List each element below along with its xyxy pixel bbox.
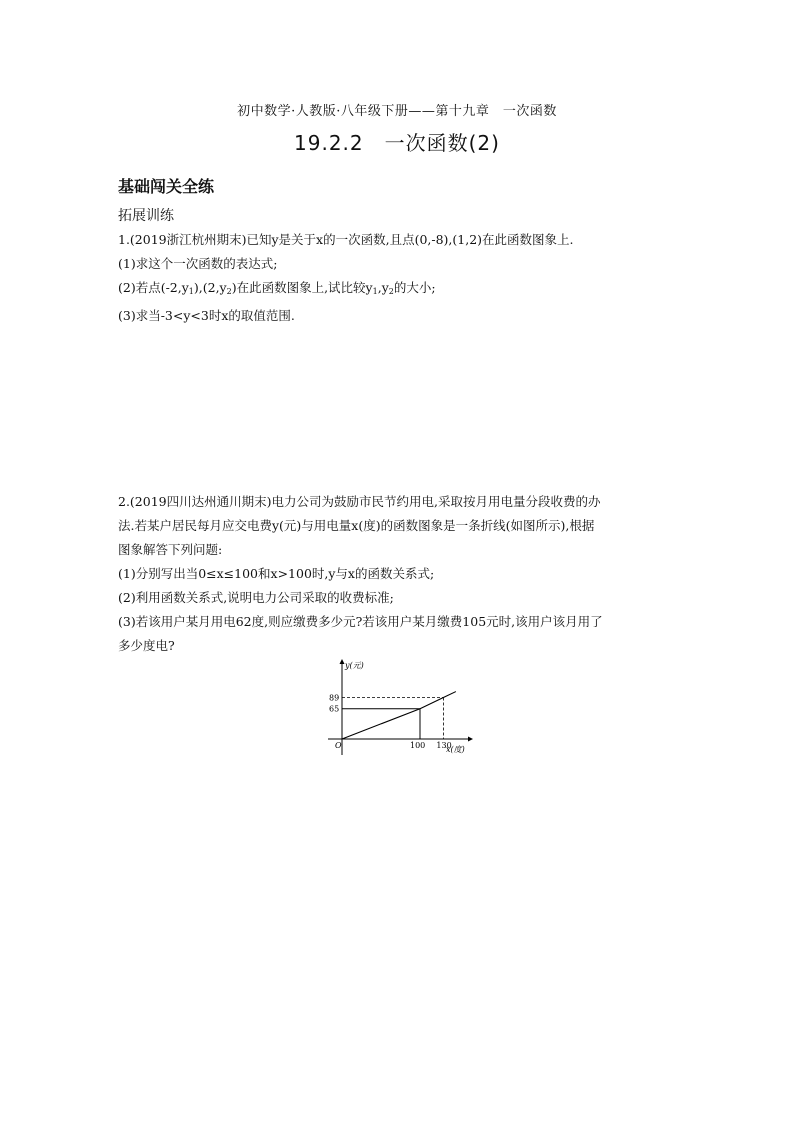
q2-line-2: 法.若某户居民每月应交电费y(元)与用电量x(度)的函数图象是一条折线(如图所示),根据: [118, 518, 595, 533]
x-tick-130: 130: [436, 741, 452, 750]
q2-part-3b: 多少度电?: [118, 638, 175, 653]
y-axis-arrow: [340, 659, 345, 664]
y-axis-label: y(元): [345, 661, 364, 670]
question-1: [118, 228, 688, 328]
q2-part-1: (1)分别写出当0≤x≤100和x>100时,y与x的函数关系式;: [118, 566, 435, 581]
page-title: 19.2.2 一次函数(2): [294, 131, 500, 155]
q2-line-3: 图象解答下列问题:: [118, 542, 223, 557]
section-heading: 基础闯关全练: [118, 177, 215, 196]
page-header: 初中数学·人教版·八年级下册——第十九章 一次函数: [237, 104, 557, 119]
q1-part-3: (3)求当-3<y<3时x的取值范围.: [118, 308, 295, 323]
q1-part-1: (1)求这个一次函数的表达式;: [118, 256, 278, 271]
question-2: [118, 490, 688, 658]
y-tick-65: 65: [329, 704, 340, 714]
x-tick-100: 100: [410, 741, 426, 750]
subsection-heading: 拓展训练: [118, 208, 174, 224]
q2-part-2: (2)利用函数关系式,说明电力公司采取的收费标准;: [118, 590, 394, 605]
origin-label: O: [335, 741, 342, 750]
fee-line-series: [342, 692, 456, 739]
electricity-fee-chart: [318, 655, 478, 765]
q2-part-3a: (3)若该用户某月用电62度,则应缴费多少元?若该用户某月缴费105元时,该用户该月用了: [118, 614, 603, 629]
q1-part-2: (2)若点$(-2,y_1),(2,y_2)$在此函数图象上,试比较$y_1,y_2$的大小;: [118, 280, 436, 296]
q1-intro: 1.(2019浙江杭州期末)已知y是关于x的一次函数,且点(0,-8),(1,2)在此函数图象上.: [118, 232, 574, 247]
x-axis-arrow: [468, 737, 473, 742]
chart-layer: [328, 659, 473, 755]
q2-line-1: 2.(2019四川达州通川期末)电力公司为鼓励市民节约用电,采取按月用电量分段收费的办: [118, 494, 601, 509]
x-axis-label: x(度): [446, 745, 465, 754]
y-tick-89: 89: [329, 693, 340, 703]
